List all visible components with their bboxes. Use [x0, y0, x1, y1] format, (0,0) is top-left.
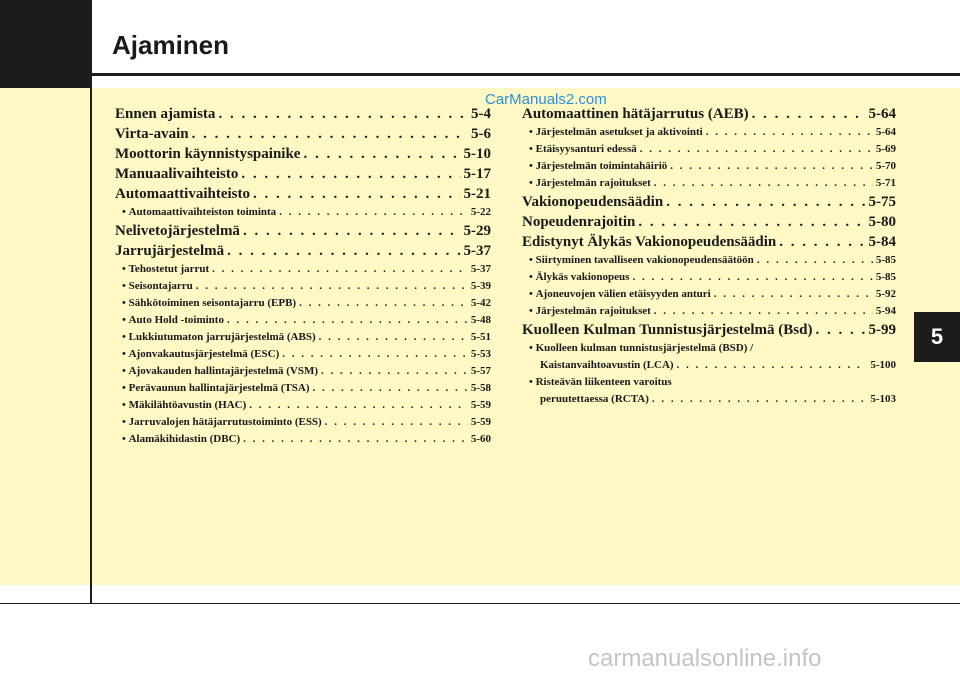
toc-subsection-entry[interactable] [115, 261, 491, 278]
toc-section-entry[interactable] [522, 212, 896, 232]
toc-entry-label: • Kuolleen kulman tunnistusjärjestelmä (BSD) / [529, 340, 896, 357]
toc-entry-label: • Auto Hold -toiminto [122, 312, 224, 329]
toc-entry-page: 5-21 [463, 186, 491, 202]
toc-entry-page: 5-6 [471, 126, 491, 142]
toc-entry-label: • Perävaunun hallintajärjestelmä (TSA) [122, 380, 310, 397]
toc-entry-page: 5-103 [870, 393, 896, 405]
footer-rule [0, 603, 960, 604]
left-margin-rule [90, 0, 92, 604]
toc-entry-page: 5-58 [470, 382, 491, 394]
dot-leader [666, 192, 865, 212]
toc-entry-page: 5-100 [870, 359, 896, 371]
toc-section-entry[interactable] [115, 241, 491, 261]
toc-entry-page: 5-92 [875, 288, 896, 300]
toc-entry-page: 5-99 [868, 322, 896, 338]
toc-entry-label: • Järjestelmän rajoitukset [529, 303, 651, 320]
toc-entry-label: Kaistanvaihtoavustin (LCA) [540, 359, 674, 371]
dot-leader [321, 363, 468, 380]
toc-subsection-entry[interactable] [115, 397, 491, 414]
toc-entry-page: 5-51 [470, 331, 491, 343]
toc-entry-label: • Seisontajarru [122, 278, 193, 295]
dot-leader [815, 320, 865, 340]
watermark-top: CarManuals2.com [485, 91, 607, 108]
toc-entry-page: 5-48 [470, 314, 491, 326]
dot-leader [241, 164, 460, 184]
toc-entry-page: 5-64 [868, 106, 896, 122]
toc-entry-page: 5-4 [471, 106, 491, 122]
toc-entry-label: Automaattivaihteisto [115, 186, 250, 202]
toc-entry-page: 5-75 [868, 194, 896, 210]
toc-entry-label: Kuolleen Kulman Tunnistusjärjestelmä (Bsd) [522, 322, 813, 338]
toc-entry-label: peruutettaessa (RCTA) [540, 393, 649, 405]
toc-subsection-entry[interactable] [115, 295, 491, 312]
dot-leader [714, 286, 873, 303]
toc-entry-label: • Risteävän liikenteen varoitus [529, 374, 896, 391]
dot-leader [640, 141, 873, 158]
toc-entry-label: Ennen ajamista [115, 106, 216, 122]
toc-entry-label: • Lukkiutumaton jarrujärjestelmä (ABS) [122, 329, 316, 346]
toc-subsection-entry[interactable] [522, 158, 896, 175]
toc-entry-label: Jarrujärjestelmä [115, 243, 225, 259]
toc-subsection-entry[interactable] [522, 286, 896, 303]
toc-subsection-entry[interactable] [522, 391, 896, 408]
page-title: Ajaminen [112, 30, 230, 60]
toc-entry-label: • Järjestelmän asetukset ja aktivointi [529, 124, 703, 141]
toc-entry-page: 5-64 [875, 126, 896, 138]
dot-leader [279, 204, 468, 221]
toc-subsection-entry[interactable] [522, 124, 896, 141]
dot-leader [654, 175, 873, 192]
dot-leader [253, 184, 461, 204]
dot-leader [706, 124, 873, 141]
toc-entry-label: • Siirtyminen tavalliseen vakionopeudensäätöön [529, 252, 754, 269]
toc-entry-page: 5-22 [470, 206, 491, 218]
toc-entry-page: 5-37 [470, 263, 491, 275]
toc-entry-page: 5-57 [470, 365, 491, 377]
dot-leader [632, 269, 872, 286]
toc-subsection-entry[interactable] [115, 431, 491, 448]
dot-leader [227, 241, 460, 261]
dot-leader [652, 391, 867, 408]
toc-entry-label: Edistynyt Älykäs Vakionopeudensäädin [522, 234, 777, 250]
toc-entry-page: 5-10 [463, 146, 491, 162]
toc-entry-label: • Ajonvakautusjärjestelmä (ESC) [122, 346, 279, 363]
toc-entry-page: 5-71 [875, 177, 896, 189]
dot-leader [779, 232, 865, 252]
toc-subsection-entry[interactable] [115, 204, 491, 221]
toc-section-entry[interactable] [115, 124, 491, 144]
toc-entry-label: • Mäkilähtöavustin (HAC) [122, 397, 246, 414]
dot-leader [282, 346, 468, 363]
toc-section-entry[interactable] [115, 221, 491, 241]
toc-subsection-entry[interactable] [115, 346, 491, 363]
dot-leader [218, 104, 468, 124]
toc-subsection-entry[interactable] [522, 340, 896, 357]
toc-entry-label: • Jarruvalojen hätäjarrutustoiminto (ESS) [122, 414, 322, 431]
toc-entry-label: • Järjestelmän toimintahäiriö [529, 158, 667, 175]
dot-leader [319, 329, 468, 346]
toc-entry-page: 5-37 [463, 243, 491, 259]
toc-entry-label: • Etäisyysanturi edessä [529, 141, 637, 158]
toc-entry-label: Moottorin käynnistyspainike [115, 146, 301, 162]
toc-entry-label: Vakionopeudensäädin [522, 194, 664, 210]
toc-subsection-entry[interactable] [522, 175, 896, 192]
toc-subsection-entry[interactable] [522, 357, 896, 374]
watermark-bottom: carmanualsonline.info [588, 645, 822, 672]
toc-entry-page: 5-59 [470, 416, 491, 428]
toc-section-entry[interactable] [115, 184, 491, 204]
toc-entry-label: • Järjestelmän rajoitukset [529, 175, 651, 192]
toc-subsection-entry[interactable] [115, 414, 491, 431]
toc-section-entry[interactable] [115, 144, 491, 164]
dot-leader [670, 158, 873, 175]
toc-subsection-entry[interactable] [115, 278, 491, 295]
toc-section-entry[interactable] [522, 192, 896, 212]
toc-entry-page: 5-39 [470, 280, 491, 292]
toc-entry-page: 5-80 [868, 214, 896, 230]
toc-entry-page: 5-85 [875, 271, 896, 283]
toc-section-entry[interactable] [115, 104, 491, 124]
dot-leader [638, 212, 865, 232]
toc-subsection-entry[interactable] [522, 303, 896, 320]
dot-leader [752, 104, 866, 124]
toc-entry-label: • Ajoneuvojen välien etäisyyden anturi [529, 286, 711, 303]
header-rule [91, 73, 960, 76]
toc-entry-label: Nopeudenrajoitin [522, 214, 636, 230]
dot-leader [299, 295, 468, 312]
toc-subsection-entry[interactable] [115, 329, 491, 346]
toc-entry-label: • Alamäkihidastin (DBC) [122, 431, 240, 448]
toc-subsection-entry[interactable] [522, 141, 896, 158]
toc-entry-page: 5-42 [470, 297, 491, 309]
dot-leader [757, 252, 873, 269]
dot-leader [212, 261, 468, 278]
toc-entry-label: Virta-avain [115, 126, 189, 142]
chapter-tab[interactable]: 5 [914, 312, 960, 362]
toc-entry-page: 5-84 [868, 234, 896, 250]
dot-leader [243, 221, 461, 241]
toc-subsection-entry[interactable] [115, 312, 491, 329]
toc-entry-label: Nelivetojärjestelmä [115, 223, 240, 239]
corner-block [0, 0, 91, 88]
toc-entry-label: Manuaalivaihteisto [115, 166, 239, 182]
toc-subsection-entry[interactable] [522, 374, 896, 391]
toc-entry-label: • Automaattivaihteiston toiminta [122, 204, 276, 221]
toc-section-entry[interactable] [522, 232, 896, 252]
toc-entry-page: 5-53 [470, 348, 491, 360]
toc-subsection-entry[interactable] [522, 252, 896, 269]
toc-entry-page: 5-29 [463, 223, 491, 239]
dot-leader [192, 124, 468, 144]
dot-leader [325, 414, 468, 431]
toc-section-entry[interactable] [522, 320, 896, 340]
dot-leader [249, 397, 468, 414]
toc-entry-page: 5-60 [470, 433, 491, 445]
toc-section-entry[interactable] [115, 164, 491, 184]
dot-leader [303, 144, 460, 164]
toc-entry-page: 5-94 [875, 305, 896, 317]
toc-entry-label: • Sähkötoiminen seisontajarru (EPB) [122, 295, 296, 312]
toc-subsection-entry[interactable] [115, 380, 491, 397]
toc-left-column [115, 104, 491, 448]
toc-entry-page: 5-70 [875, 160, 896, 172]
toc-entry-page: 5-85 [875, 254, 896, 266]
toc-subsection-entry[interactable] [522, 269, 896, 286]
dot-leader [654, 303, 873, 320]
dot-leader [677, 357, 868, 374]
toc-entry-page: 5-69 [875, 143, 896, 155]
toc-entry-label: Automaattinen hätäjarrutus (AEB) [522, 106, 749, 122]
dot-leader [243, 431, 468, 448]
toc-entry-label: • Tehostetut jarrut [122, 261, 209, 278]
toc-entry-label: • Ajovakauden hallintajärjestelmä (VSM) [122, 363, 318, 380]
toc-right-column [522, 104, 896, 408]
toc-entry-label: • Älykäs vakionopeus [529, 269, 629, 286]
dot-leader [227, 312, 468, 329]
toc-entry-page: 5-17 [463, 166, 491, 182]
toc-subsection-entry[interactable] [115, 363, 491, 380]
dot-leader [313, 380, 468, 397]
toc-entry-page: 5-59 [470, 399, 491, 411]
dot-leader [196, 278, 468, 295]
